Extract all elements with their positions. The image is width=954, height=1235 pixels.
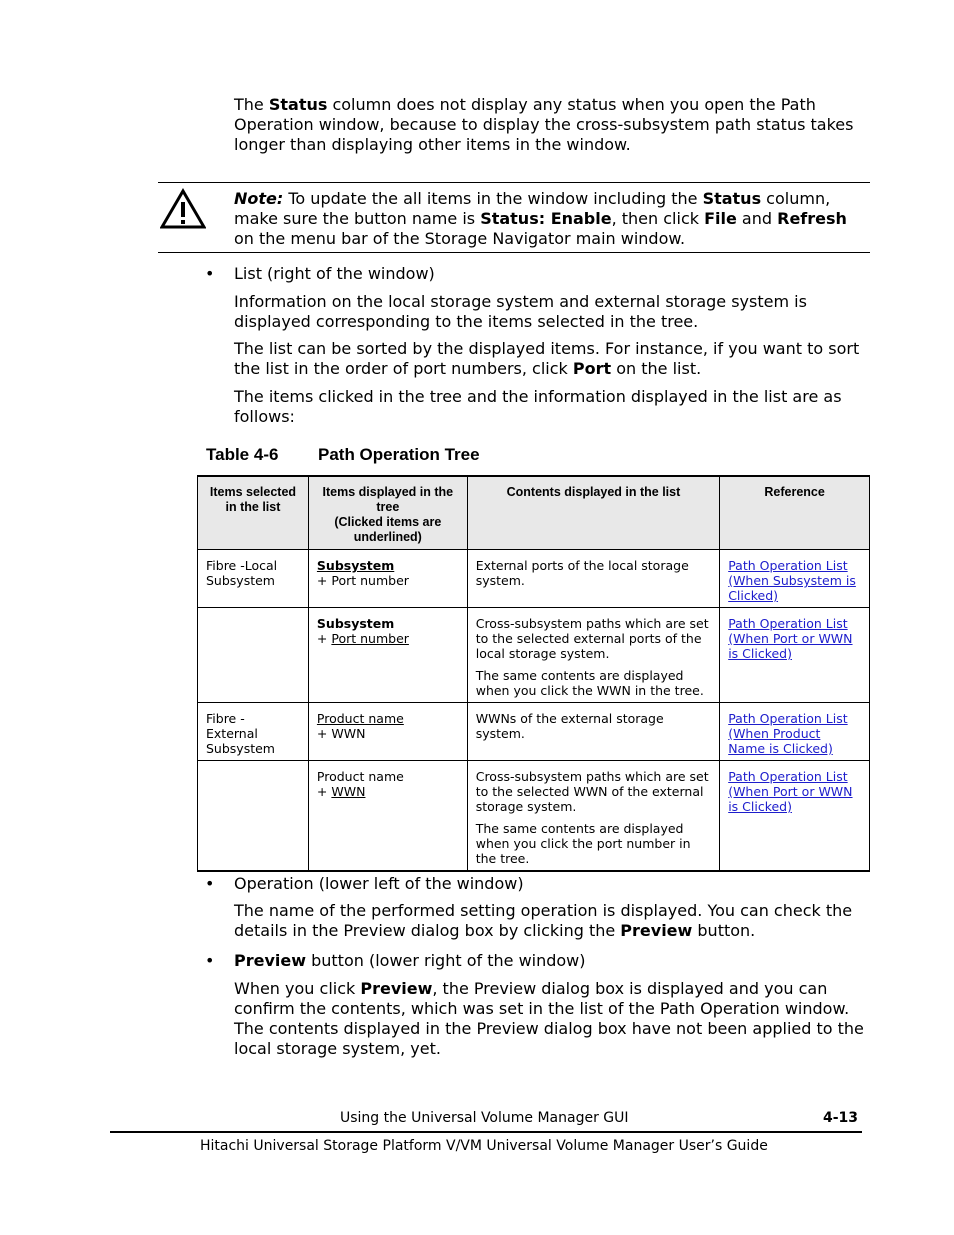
cell-contents: Cross-subsystem paths which are set to the selected external ports of the local storage system. The same contents are displayed when you click the WWN in the tree. xyxy=(467,608,719,703)
table-caption-title: Path Operation Tree xyxy=(318,445,480,464)
footer-rule xyxy=(110,1131,862,1133)
bullet-dot: • xyxy=(205,951,215,970)
table-row xyxy=(198,608,870,703)
cell-contents: WWNs of the external storage system. xyxy=(467,703,719,761)
cell-reference xyxy=(720,761,870,872)
cell-items-displayed: Subsystem + Port number xyxy=(308,608,467,703)
operation-paragraph: The name of the performed setting operation is displayed. You can check the details in the Preview dialog box by clicking the Preview button. xyxy=(234,901,853,940)
note-bottom-rule xyxy=(158,252,870,253)
preview-paragraph: When you click Preview, the Preview dialog box is displayed and you can confirm the contents, which was set in the list of the Path Operation window. The contents displayed in the Preview dialog box have not been applied to the local storage system, yet. xyxy=(234,979,864,1058)
table-header-row xyxy=(198,476,870,550)
reference-link[interactable]: Path Operation List (When Port or WWN is Clicked) xyxy=(728,769,853,814)
cell-contents: External ports of the local storage system. xyxy=(467,550,719,608)
cell-items-displayed: Product name + WWN xyxy=(308,703,467,761)
table-row xyxy=(198,550,870,608)
list-paragraph-2: The list can be sorted by the displayed items. For instance, if you want to sort the list in the order of port numbers, click Port on the list. xyxy=(234,339,860,378)
note-top-rule xyxy=(158,182,870,183)
bullet-dot: • xyxy=(205,264,215,283)
cell-reference xyxy=(720,608,870,703)
path-operation-tree-table xyxy=(197,475,870,872)
cell-items-displayed: Subsystem + Port number xyxy=(308,550,467,608)
cell-reference xyxy=(720,550,870,608)
warning-icon xyxy=(160,188,206,230)
footer-book-title: Hitachi Universal Storage Platform V/VM Universal Volume Manager User’s Guide xyxy=(200,1138,768,1154)
cell-items-selected xyxy=(198,608,309,703)
footer-chapter: Using the Universal Volume Manager GUI xyxy=(340,1110,629,1126)
reference-link[interactable]: Path Operation List (When Port or WWN is Clicked) xyxy=(728,616,853,661)
preview-bullet-text: Preview button (lower right of the window) xyxy=(234,951,586,970)
reference-link[interactable]: Path Operation List (When Product Name is Clicked) xyxy=(728,711,848,756)
table-row xyxy=(198,761,870,872)
list-paragraph-3: The items clicked in the tree and the information displayed in the list are as follows: xyxy=(234,387,842,426)
intro-paragraph: The Status column does not display any status when you open the Path Operation window, because to display the cross-subsystem path status takes longer than displaying other items in the window. xyxy=(234,95,854,154)
header-contents-displayed: Contents displayed in the list xyxy=(467,476,719,550)
footer-page-number: 4-13 xyxy=(823,1110,859,1126)
bullet-dot: • xyxy=(205,874,215,893)
cell-contents: Cross-subsystem paths which are set to the selected WWN of the external storage system. The same contents are displayed when you click the port number in the tree. xyxy=(467,761,719,872)
cell-items-selected: Fibre - External Subsystem xyxy=(198,703,309,761)
table-row xyxy=(198,703,870,761)
note-text: Note: To update the all items in the window including the Status column, make sure the button name is Status: Enable, then click File and Refresh on the menu bar of the Storage Navigator main window. xyxy=(234,189,847,248)
cell-reference xyxy=(720,703,870,761)
list-bullet-text: List (right of the window) xyxy=(234,264,435,283)
cell-items-displayed: Product name + WWN xyxy=(308,761,467,872)
cell-items-selected xyxy=(198,761,309,872)
table-caption-number: Table 4-6 xyxy=(206,445,279,464)
list-paragraph-1: Information on the local storage system and external storage system is displayed corresponding to the items selected in the tree. xyxy=(234,292,807,331)
header-items-selected: Items selected in the list xyxy=(198,476,309,550)
header-items-displayed: Items displayed in the tree (Clicked items are underlined) xyxy=(308,476,467,550)
header-reference: Reference xyxy=(720,476,870,550)
cell-items-selected: Fibre -Local Subsystem xyxy=(198,550,309,608)
reference-link[interactable]: Path Operation List (When Subsystem is Clicked) xyxy=(728,558,856,603)
operation-bullet-text: Operation (lower left of the window) xyxy=(234,874,524,893)
